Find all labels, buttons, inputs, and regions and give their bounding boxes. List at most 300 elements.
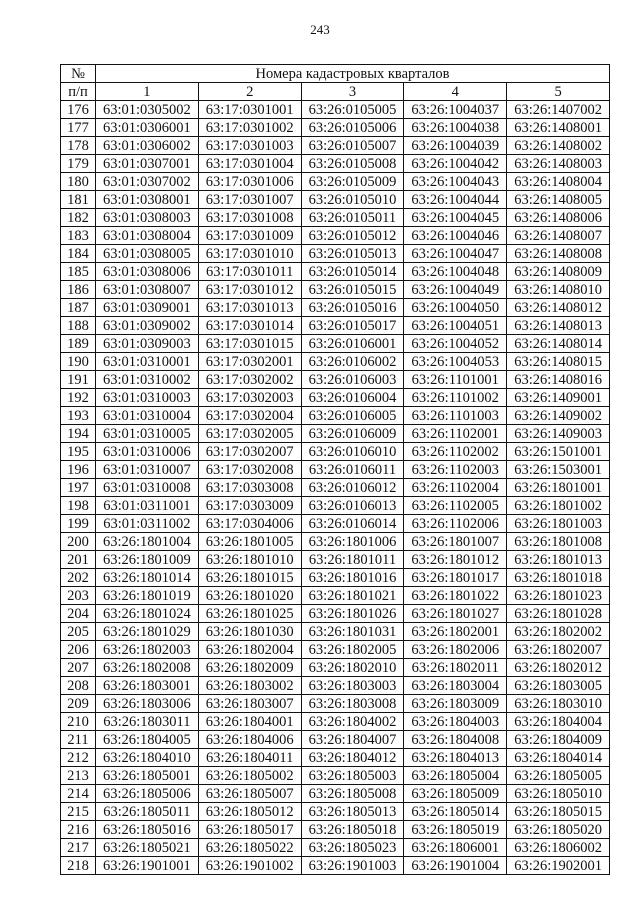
- cadastral-number-cell: 63:26:1804006: [198, 731, 301, 749]
- row-number: 201: [61, 551, 96, 569]
- cadastral-number-cell: 63:26:1802005: [301, 641, 404, 659]
- table-row: [61, 749, 610, 767]
- header-number-sublabel: п/п: [61, 83, 96, 101]
- table-row: [61, 641, 610, 659]
- row-number: 196: [61, 461, 96, 479]
- cadastral-number-cell: 63:26:1803001: [96, 677, 199, 695]
- cadastral-number-cell: 63:26:1801017: [404, 569, 507, 587]
- cadastral-number-cell: 63:26:1408004: [507, 173, 610, 191]
- cadastral-number-cell: 63:26:1805004: [404, 767, 507, 785]
- table-row: [61, 533, 610, 551]
- cadastral-number-cell: 63:26:1801025: [198, 605, 301, 623]
- cadastral-number-cell: 63:26:1503001: [507, 461, 610, 479]
- cadastral-number-cell: 63:17:0301001: [198, 101, 301, 119]
- cadastral-number-cell: 63:01:0310006: [96, 443, 199, 461]
- cadastral-number-cell: 63:26:0106002: [301, 353, 404, 371]
- cadastral-number-cell: 63:26:1102002: [404, 443, 507, 461]
- table-row: [61, 209, 610, 227]
- table-row: [61, 785, 610, 803]
- cadastral-number-cell: 63:26:1805014: [404, 803, 507, 821]
- row-number: 188: [61, 317, 96, 335]
- cadastral-number-cell: 63:01:0306002: [96, 137, 199, 155]
- cadastral-number-cell: 63:26:1801014: [96, 569, 199, 587]
- cadastral-number-cell: 63:17:0301015: [198, 335, 301, 353]
- cadastral-number-cell: 63:17:0303009: [198, 497, 301, 515]
- cadastral-number-cell: 63:26:1801022: [404, 587, 507, 605]
- cadastral-number-cell: 63:26:1408010: [507, 281, 610, 299]
- cadastral-number-cell: 63:26:1004042: [404, 155, 507, 173]
- cadastral-number-cell: 63:26:1801020: [198, 587, 301, 605]
- cadastral-number-cell: 63:26:1408003: [507, 155, 610, 173]
- cadastral-number-cell: 63:26:1803007: [198, 695, 301, 713]
- cadastral-number-cell: 63:26:1801021: [301, 587, 404, 605]
- cadastral-number-cell: 63:17:0301008: [198, 209, 301, 227]
- table-row: [61, 839, 610, 857]
- row-number: 177: [61, 119, 96, 137]
- table-row: [61, 767, 610, 785]
- table-row: [61, 461, 610, 479]
- row-number: 190: [61, 353, 96, 371]
- row-number: 179: [61, 155, 96, 173]
- row-number: 204: [61, 605, 96, 623]
- cadastral-number-cell: 63:01:0311002: [96, 515, 199, 533]
- cadastral-number-cell: 63:26:1801004: [96, 533, 199, 551]
- cadastral-number-cell: 63:26:1004044: [404, 191, 507, 209]
- cadastral-number-cell: 63:17:0301006: [198, 173, 301, 191]
- cadastral-number-cell: 63:26:1802004: [198, 641, 301, 659]
- cadastral-number-cell: 63:26:1805016: [96, 821, 199, 839]
- cadastral-number-cell: 63:26:1802007: [507, 641, 610, 659]
- cadastral-number-cell: 63:26:1004047: [404, 245, 507, 263]
- cadastral-number-cell: 63:26:0106003: [301, 371, 404, 389]
- cadastral-number-cell: 63:26:1408001: [507, 119, 610, 137]
- cadastral-number-cell: 63:26:1805001: [96, 767, 199, 785]
- row-number: 209: [61, 695, 96, 713]
- cadastral-number-cell: 63:26:1803004: [404, 677, 507, 695]
- cadastral-number-cell: 63:26:1408009: [507, 263, 610, 281]
- table-row: [61, 353, 610, 371]
- row-number: 193: [61, 407, 96, 425]
- cadastral-number-cell: 63:01:0308001: [96, 191, 199, 209]
- cadastral-number-cell: 63:26:1804004: [507, 713, 610, 731]
- cadastral-number-cell: 63:26:1805002: [198, 767, 301, 785]
- cadastral-number-cell: 63:26:1805010: [507, 785, 610, 803]
- cadastral-number-cell: 63:26:1801008: [507, 533, 610, 551]
- cadastral-number-cell: 63:26:0106012: [301, 479, 404, 497]
- cadastral-number-cell: 63:26:0105016: [301, 299, 404, 317]
- row-number: 213: [61, 767, 96, 785]
- cadastral-number-cell: 63:26:0106011: [301, 461, 404, 479]
- cadastral-number-cell: 63:26:1801013: [507, 551, 610, 569]
- table-subheader-row: [61, 83, 610, 101]
- cadastral-number-cell: 63:17:0302004: [198, 407, 301, 425]
- cadastral-number-cell: 63:26:1101002: [404, 389, 507, 407]
- cadastral-number-cell: 63:26:1801030: [198, 623, 301, 641]
- cadastral-number-cell: 63:17:0303008: [198, 479, 301, 497]
- cadastral-number-cell: 63:26:1901002: [198, 857, 301, 875]
- cadastral-number-cell: 63:17:0301013: [198, 299, 301, 317]
- cadastral-number-cell: 63:26:0106004: [301, 389, 404, 407]
- cadastral-number-cell: 63:01:0310005: [96, 425, 199, 443]
- row-number: 202: [61, 569, 96, 587]
- row-number: 217: [61, 839, 96, 857]
- cadastral-number-cell: 63:26:1801012: [404, 551, 507, 569]
- table-row: [61, 857, 610, 875]
- cadastral-number-cell: 63:26:1004039: [404, 137, 507, 155]
- cadastral-number-cell: 63:26:1801023: [507, 587, 610, 605]
- table-row: [61, 497, 610, 515]
- row-number: 205: [61, 623, 96, 641]
- table-row: [61, 173, 610, 191]
- cadastral-number-cell: 63:26:1805008: [301, 785, 404, 803]
- table-row: [61, 101, 610, 119]
- table-row: [61, 389, 610, 407]
- cadastral-number-cell: 63:26:1805009: [404, 785, 507, 803]
- cadastral-number-cell: 63:26:1408013: [507, 317, 610, 335]
- cadastral-number-cell: 63:01:0307002: [96, 173, 199, 191]
- cadastral-number-cell: 63:26:1802003: [96, 641, 199, 659]
- cadastral-number-cell: 63:17:0302007: [198, 443, 301, 461]
- cadastral-number-cell: 63:01:0308003: [96, 209, 199, 227]
- cadastral-number-cell: 63:26:1901003: [301, 857, 404, 875]
- table-row: [61, 155, 610, 173]
- cadastral-number-cell: 63:01:0306001: [96, 119, 199, 137]
- cadastral-number-cell: 63:26:0106014: [301, 515, 404, 533]
- cadastral-number-cell: 63:17:0302001: [198, 353, 301, 371]
- column-header: 3: [301, 83, 404, 101]
- column-header: 2: [198, 83, 301, 101]
- row-number: 176: [61, 101, 96, 119]
- cadastral-number-cell: 63:17:0302008: [198, 461, 301, 479]
- table-header-row: [61, 65, 610, 83]
- cadastral-number-cell: 63:26:1801026: [301, 605, 404, 623]
- cadastral-number-cell: 63:26:1801016: [301, 569, 404, 587]
- table-row: [61, 659, 610, 677]
- row-number: 194: [61, 425, 96, 443]
- cadastral-number-cell: 63:26:1802008: [96, 659, 199, 677]
- page-number: 243: [310, 22, 330, 37]
- cadastral-number-cell: 63:26:1805007: [198, 785, 301, 803]
- cadastral-number-cell: 63:26:1805018: [301, 821, 404, 839]
- cadastral-number-cell: 63:26:1901001: [96, 857, 199, 875]
- cadastral-number-cell: 63:26:1801010: [198, 551, 301, 569]
- cadastral-number-cell: 63:26:1407002: [507, 101, 610, 119]
- cadastral-number-cell: 63:26:1004051: [404, 317, 507, 335]
- table-body: [61, 101, 610, 875]
- cadastral-number-cell: 63:26:1102004: [404, 479, 507, 497]
- cadastral-number-cell: 63:26:0105012: [301, 227, 404, 245]
- cadastral-number-cell: 63:26:1409001: [507, 389, 610, 407]
- column-header: 4: [404, 83, 507, 101]
- cadastral-number-cell: 63:26:1806001: [404, 839, 507, 857]
- cadastral-number-cell: 63:17:0301004: [198, 155, 301, 173]
- cadastral-number-cell: 63:26:1801018: [507, 569, 610, 587]
- cadastral-number-cell: 63:26:1803008: [301, 695, 404, 713]
- cadastral-number-cell: 63:17:0301010: [198, 245, 301, 263]
- row-number: 206: [61, 641, 96, 659]
- cadastral-number-cell: 63:01:0311001: [96, 497, 199, 515]
- header-group-title: Номера кадастровых кварталов: [96, 65, 610, 83]
- cadastral-number-cell: 63:26:1804005: [96, 731, 199, 749]
- cadastral-number-cell: 63:26:1803003: [301, 677, 404, 695]
- cadastral-number-cell: 63:26:1801027: [404, 605, 507, 623]
- cadastral-number-cell: 63:26:0106009: [301, 425, 404, 443]
- cadastral-number-cell: 63:26:1004052: [404, 335, 507, 353]
- cadastral-number-cell: 63:26:1803002: [198, 677, 301, 695]
- cadastral-number-cell: 63:17:0301003: [198, 137, 301, 155]
- table-row: [61, 137, 610, 155]
- cadastral-number-cell: 63:26:0105007: [301, 137, 404, 155]
- table-row: [61, 695, 610, 713]
- cadastral-number-cell: 63:26:1805015: [507, 803, 610, 821]
- row-number: 178: [61, 137, 96, 155]
- table-row: [61, 119, 610, 137]
- cadastral-number-cell: 63:26:1803009: [404, 695, 507, 713]
- row-number: 208: [61, 677, 96, 695]
- cadastral-number-cell: 63:26:1409003: [507, 425, 610, 443]
- cadastral-number-cell: 63:26:1801005: [198, 533, 301, 551]
- cadastral-number-cell: 63:17:0301007: [198, 191, 301, 209]
- cadastral-number-cell: 63:26:1805012: [198, 803, 301, 821]
- cadastral-number-cell: 63:01:0310001: [96, 353, 199, 371]
- table-row: [61, 281, 610, 299]
- cadastral-number-cell: 63:26:1004045: [404, 209, 507, 227]
- cadastral-number-cell: 63:26:1802010: [301, 659, 404, 677]
- table-row: [61, 587, 610, 605]
- cadastral-number-cell: 63:01:0309002: [96, 317, 199, 335]
- cadastral-number-cell: 63:26:1804001: [198, 713, 301, 731]
- cadastral-number-cell: 63:26:1801019: [96, 587, 199, 605]
- cadastral-number-cell: 63:17:0301011: [198, 263, 301, 281]
- cadastral-number-cell: 63:26:1004050: [404, 299, 507, 317]
- cadastral-number-cell: 63:26:0105014: [301, 263, 404, 281]
- row-number: 198: [61, 497, 96, 515]
- row-number: 187: [61, 299, 96, 317]
- cadastral-number-cell: 63:26:0105013: [301, 245, 404, 263]
- table-row: [61, 425, 610, 443]
- cadastral-number-cell: 63:26:0105015: [301, 281, 404, 299]
- cadastral-number-cell: 63:26:1408015: [507, 353, 610, 371]
- cadastral-number-cell: 63:26:1101003: [404, 407, 507, 425]
- table-row: [61, 515, 610, 533]
- row-number: 212: [61, 749, 96, 767]
- table-row: [61, 605, 610, 623]
- table-row: [61, 299, 610, 317]
- row-number: 183: [61, 227, 96, 245]
- row-number: 215: [61, 803, 96, 821]
- row-number: 214: [61, 785, 96, 803]
- row-number: 207: [61, 659, 96, 677]
- column-header: 1: [96, 83, 199, 101]
- cadastral-number-cell: 63:26:1803005: [507, 677, 610, 695]
- table-row: [61, 443, 610, 461]
- cadastral-number-cell: 63:01:0307001: [96, 155, 199, 173]
- row-number: 192: [61, 389, 96, 407]
- cadastral-number-cell: 63:01:0308004: [96, 227, 199, 245]
- cadastral-number-cell: 63:26:1805020: [507, 821, 610, 839]
- row-number: 210: [61, 713, 96, 731]
- cadastral-number-cell: 63:26:1801006: [301, 533, 404, 551]
- cadastral-number-cell: 63:26:1805021: [96, 839, 199, 857]
- cadastral-number-cell: 63:01:0309001: [96, 299, 199, 317]
- cadastral-number-cell: 63:26:1805019: [404, 821, 507, 839]
- cadastral-number-cell: 63:26:1902001: [507, 857, 610, 875]
- cadastral-number-cell: 63:26:1801009: [96, 551, 199, 569]
- table-row: [61, 821, 610, 839]
- cadastral-number-cell: 63:26:1801031: [301, 623, 404, 641]
- table-row: [61, 263, 610, 281]
- table-row: [61, 371, 610, 389]
- cadastral-number-cell: 63:26:1901004: [404, 857, 507, 875]
- cadastral-number-cell: 63:26:0106010: [301, 443, 404, 461]
- cadastral-number-cell: 63:26:1408016: [507, 371, 610, 389]
- cadastral-number-cell: 63:26:1408014: [507, 335, 610, 353]
- row-number: 184: [61, 245, 96, 263]
- row-number: 181: [61, 191, 96, 209]
- cadastral-number-cell: 63:26:1408005: [507, 191, 610, 209]
- cadastral-number-cell: 63:26:1804002: [301, 713, 404, 731]
- cadastral-number-cell: 63:26:1801002: [507, 497, 610, 515]
- cadastral-number-cell: 63:26:1805022: [198, 839, 301, 857]
- cadastral-number-cell: 63:01:0305002: [96, 101, 199, 119]
- cadastral-number-cell: 63:26:1805005: [507, 767, 610, 785]
- table-row: [61, 245, 610, 263]
- cadastral-number-cell: 63:26:0105008: [301, 155, 404, 173]
- cadastral-number-cell: 63:26:1805013: [301, 803, 404, 821]
- cadastral-number-cell: 63:17:0302003: [198, 389, 301, 407]
- table-row: [61, 731, 610, 749]
- table-row: [61, 335, 610, 353]
- cadastral-number-cell: 63:26:1102005: [404, 497, 507, 515]
- cadastral-number-cell: 63:26:1801015: [198, 569, 301, 587]
- cadastral-number-cell: 63:26:1802009: [198, 659, 301, 677]
- cadastral-number-cell: 63:26:1408007: [507, 227, 610, 245]
- table-row: [61, 677, 610, 695]
- cadastral-number-cell: 63:17:0304006: [198, 515, 301, 533]
- cadastral-number-cell: 63:26:0105011: [301, 209, 404, 227]
- cadastral-number-cell: 63:26:1102003: [404, 461, 507, 479]
- row-number: 203: [61, 587, 96, 605]
- cadastral-number-cell: 63:26:1805011: [96, 803, 199, 821]
- cadastral-number-cell: 63:26:1408002: [507, 137, 610, 155]
- cadastral-number-cell: 63:26:1408006: [507, 209, 610, 227]
- row-number: 191: [61, 371, 96, 389]
- cadastral-number-cell: 63:17:0301014: [198, 317, 301, 335]
- cadastral-number-cell: 63:17:0301009: [198, 227, 301, 245]
- cadastral-number-cell: 63:26:1805006: [96, 785, 199, 803]
- row-number: 189: [61, 335, 96, 353]
- cadastral-number-cell: 63:26:1801003: [507, 515, 610, 533]
- cadastral-number-cell: 63:26:1004037: [404, 101, 507, 119]
- cadastral-number-cell: 63:26:1801001: [507, 479, 610, 497]
- row-number: 186: [61, 281, 96, 299]
- cadastral-number-cell: 63:26:0105005: [301, 101, 404, 119]
- cadastral-number-cell: 63:26:1801029: [96, 623, 199, 641]
- cadastral-number-cell: 63:26:1802001: [404, 623, 507, 641]
- cadastral-number-cell: 63:26:1102006: [404, 515, 507, 533]
- cadastral-number-cell: 63:01:0310007: [96, 461, 199, 479]
- column-header: 5: [507, 83, 610, 101]
- table-row: [61, 227, 610, 245]
- cadastral-number-cell: 63:26:1803011: [96, 713, 199, 731]
- cadastral-number-cell: 63:26:1804010: [96, 749, 199, 767]
- cadastral-number-cell: 63:26:0105006: [301, 119, 404, 137]
- cadastral-number-cell: 63:17:0302005: [198, 425, 301, 443]
- cadastral-number-cell: 63:26:1804009: [507, 731, 610, 749]
- table-row: [61, 191, 610, 209]
- cadastral-number-cell: 63:26:0106001: [301, 335, 404, 353]
- cadastral-number-cell: 63:26:0105010: [301, 191, 404, 209]
- table-row: [61, 551, 610, 569]
- cadastral-number-cell: 63:01:0308006: [96, 263, 199, 281]
- cadastral-number-cell: 63:26:1004046: [404, 227, 507, 245]
- cadastral-number-cell: 63:17:0301002: [198, 119, 301, 137]
- row-number: 199: [61, 515, 96, 533]
- cadastral-number-cell: 63:26:1803010: [507, 695, 610, 713]
- row-number: 185: [61, 263, 96, 281]
- row-number: 182: [61, 209, 96, 227]
- table-row: [61, 317, 610, 335]
- cadastral-number-cell: 63:26:0105009: [301, 173, 404, 191]
- cadastral-number-cell: 63:26:1802002: [507, 623, 610, 641]
- cadastral-number-cell: 63:26:1804008: [404, 731, 507, 749]
- cadastral-number-cell: 63:26:1801007: [404, 533, 507, 551]
- cadastral-number-cell: 63:01:0310002: [96, 371, 199, 389]
- cadastral-number-cell: 63:17:0301012: [198, 281, 301, 299]
- cadastral-number-cell: 63:26:0106013: [301, 497, 404, 515]
- cadastral-number-cell: 63:26:1102001: [404, 425, 507, 443]
- cadastral-number-cell: 63:01:0308005: [96, 245, 199, 263]
- cadastral-number-cell: 63:26:1101001: [404, 371, 507, 389]
- cadastral-number-cell: 63:26:1804014: [507, 749, 610, 767]
- row-number: 216: [61, 821, 96, 839]
- cadastral-number-cell: 63:26:1806002: [507, 839, 610, 857]
- cadastral-quarters-table: [60, 64, 610, 875]
- cadastral-number-cell: 63:26:1801024: [96, 605, 199, 623]
- table-row: [61, 713, 610, 731]
- cadastral-number-cell: 63:26:1804007: [301, 731, 404, 749]
- cadastral-number-cell: 63:26:1804012: [301, 749, 404, 767]
- cadastral-number-cell: 63:26:1004053: [404, 353, 507, 371]
- cadastral-number-cell: 63:26:1802012: [507, 659, 610, 677]
- cadastral-number-cell: 63:01:0309003: [96, 335, 199, 353]
- cadastral-number-cell: 63:26:1004049: [404, 281, 507, 299]
- row-number: 195: [61, 443, 96, 461]
- cadastral-number-cell: 63:01:0310004: [96, 407, 199, 425]
- cadastral-number-cell: 63:01:0310008: [96, 479, 199, 497]
- row-number: 200: [61, 533, 96, 551]
- cadastral-number-cell: 63:26:1802006: [404, 641, 507, 659]
- cadastral-number-cell: 63:26:1802011: [404, 659, 507, 677]
- cadastral-number-cell: 63:26:1004038: [404, 119, 507, 137]
- table-row: [61, 407, 610, 425]
- cadastral-number-cell: 63:26:0106005: [301, 407, 404, 425]
- cadastral-number-cell: 63:26:1803006: [96, 695, 199, 713]
- table-row: [61, 803, 610, 821]
- cadastral-number-cell: 63:26:1801028: [507, 605, 610, 623]
- cadastral-number-cell: 63:01:0310003: [96, 389, 199, 407]
- cadastral-number-cell: 63:26:1004043: [404, 173, 507, 191]
- cadastral-number-cell: 63:26:1501001: [507, 443, 610, 461]
- row-number: 197: [61, 479, 96, 497]
- row-number: 180: [61, 173, 96, 191]
- header-number-label: №: [61, 65, 96, 83]
- cadastral-number-cell: 63:17:0302002: [198, 371, 301, 389]
- cadastral-number-cell: 63:26:1805003: [301, 767, 404, 785]
- table-row: [61, 569, 610, 587]
- cadastral-number-cell: 63:26:1805017: [198, 821, 301, 839]
- cadastral-number-cell: 63:26:1408012: [507, 299, 610, 317]
